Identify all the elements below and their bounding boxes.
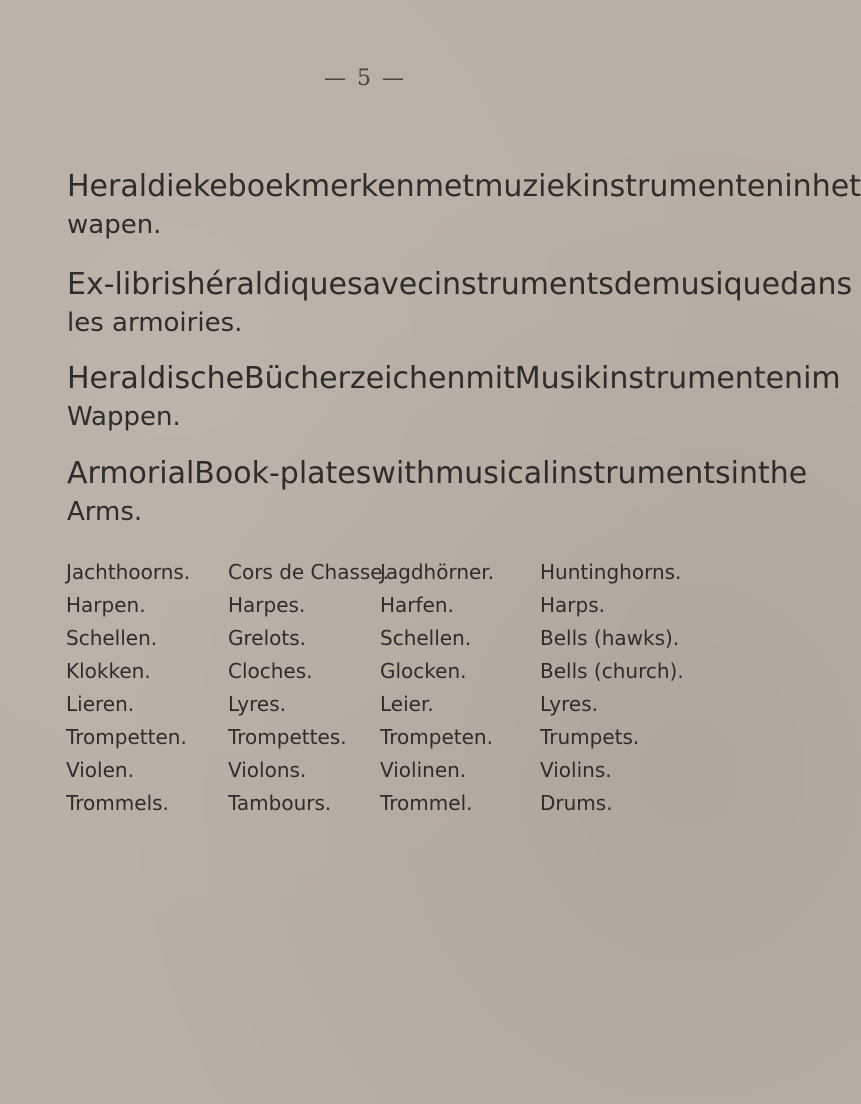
heading-word: with bbox=[371, 456, 436, 491]
heading-dutch bbox=[67, 168, 861, 244]
term-english: Drums. bbox=[540, 791, 613, 815]
term-english: Violins. bbox=[540, 758, 612, 782]
term-english: Bells (hawks). bbox=[540, 626, 680, 650]
heading-word: dans bbox=[780, 267, 853, 302]
heading-word: in bbox=[730, 456, 759, 491]
heading-word: musique bbox=[651, 267, 781, 302]
term-german: Jagdhörner. bbox=[380, 560, 495, 584]
heading-word: in bbox=[784, 169, 812, 204]
term-english: Huntinghorns. bbox=[540, 560, 682, 584]
term-german: Trompeten. bbox=[380, 725, 493, 749]
term-french: Lyres. bbox=[228, 692, 287, 716]
heading-word: met bbox=[414, 169, 475, 204]
heading-word: de bbox=[613, 267, 652, 302]
term-dutch: Jachthoorns. bbox=[66, 560, 191, 584]
heading-word: Musikinstrumenten bbox=[514, 361, 804, 396]
heading-word: im bbox=[803, 361, 841, 396]
term-dutch: Lieren. bbox=[66, 692, 135, 716]
heading-word: Ex-libris bbox=[67, 267, 187, 302]
heading-english-line2: Arms. bbox=[67, 497, 143, 527]
heading-english-line1 bbox=[67, 455, 808, 493]
heading-word: het bbox=[811, 169, 861, 204]
term-english: Bells (church). bbox=[540, 659, 684, 683]
term-dutch: Schellen. bbox=[66, 626, 158, 650]
heading-word: Heraldieke bbox=[67, 169, 228, 204]
heading-german-line1 bbox=[67, 360, 841, 398]
heading-german bbox=[67, 360, 841, 436]
heading-word: Armorial bbox=[67, 456, 195, 491]
heading-dutch-line1 bbox=[67, 168, 861, 206]
term-french: Grelots. bbox=[228, 626, 306, 650]
heading-german-line2: Wappen. bbox=[67, 402, 181, 432]
term-dutch: Trommels. bbox=[66, 791, 169, 815]
heading-french-line2: les armoiries. bbox=[67, 308, 243, 338]
term-german: Glocken. bbox=[380, 659, 467, 683]
heading-word: Bücherzeichen bbox=[244, 361, 466, 396]
heading-english bbox=[67, 455, 808, 531]
term-french: Cors de Chasse. bbox=[228, 560, 389, 584]
heading-word: the bbox=[758, 456, 808, 491]
term-french: Cloches. bbox=[228, 659, 313, 683]
term-dutch: Trompetten. bbox=[66, 725, 187, 749]
term-dutch: Violen. bbox=[66, 758, 134, 782]
term-french: Violons. bbox=[228, 758, 307, 782]
heading-word: Book-plates bbox=[194, 456, 372, 491]
heading-french-line1 bbox=[67, 266, 853, 304]
heading-word: boekmerken bbox=[227, 169, 415, 204]
term-german: Violinen. bbox=[380, 758, 467, 782]
term-english: Harps. bbox=[540, 593, 605, 617]
heading-word: instruments bbox=[433, 267, 614, 302]
term-dutch: Klokken. bbox=[66, 659, 151, 683]
term-french: Tambours. bbox=[228, 791, 332, 815]
term-german: Trommel. bbox=[380, 791, 473, 815]
heading-word: instruments bbox=[550, 456, 731, 491]
page-number: — 5 — bbox=[324, 66, 406, 91]
heading-word: héraldiques bbox=[186, 267, 363, 302]
term-french: Trompettes. bbox=[228, 725, 347, 749]
term-german: Harfen. bbox=[380, 593, 454, 617]
term-german: Leier. bbox=[380, 692, 434, 716]
term-german: Schellen. bbox=[380, 626, 472, 650]
heading-word: musical bbox=[435, 456, 551, 491]
term-dutch: Harpen. bbox=[66, 593, 146, 617]
heading-word: muziekinstrumenten bbox=[474, 169, 785, 204]
heading-word: mit bbox=[465, 361, 515, 396]
term-english: Lyres. bbox=[540, 692, 599, 716]
heading-dutch-line2: wapen. bbox=[67, 210, 162, 240]
heading-word: Heraldische bbox=[67, 361, 245, 396]
heading-word: avec bbox=[362, 267, 434, 302]
term-french: Harpes. bbox=[228, 593, 306, 617]
heading-french bbox=[67, 266, 853, 342]
term-english: Trumpets. bbox=[540, 725, 640, 749]
